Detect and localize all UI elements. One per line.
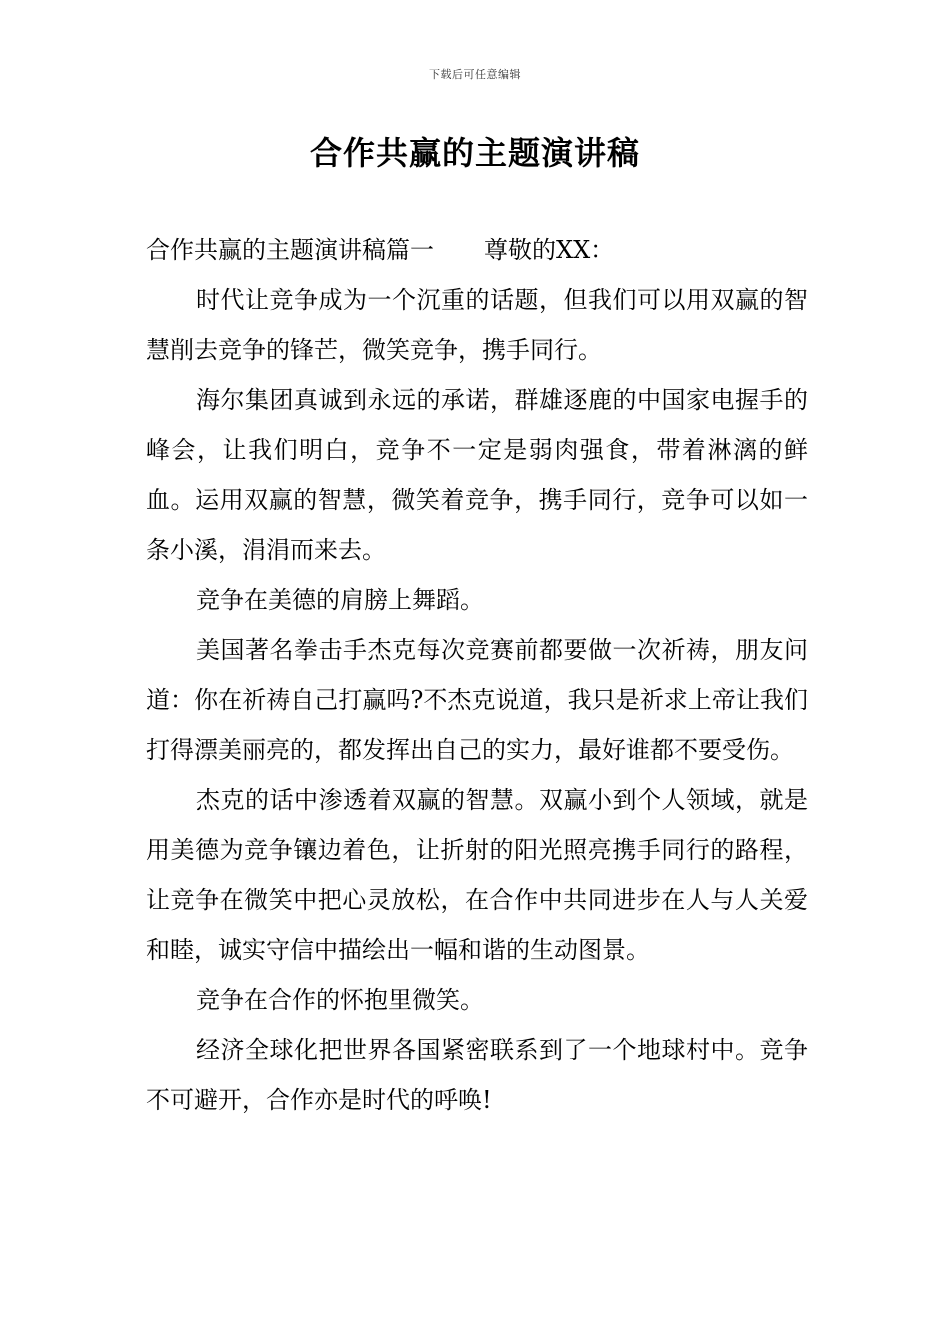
paragraph: 经济全球化把世界各国紧密联系到了一个地球村中。竞争不可避开，合作亦是时代的呼唤! [146,1036,808,1114]
paragraph: 时代让竞争成为一个沉重的话题，但我们可以用双赢的智慧削去竞争的锋芒，微笑竞争，携手同行。 [146,286,808,364]
article-label: 合作共赢的主题演讲稿篇一 [146,236,434,264]
header-note: 下载后可任意编辑 [429,68,521,81]
paragraph: 竞争在合作的怀抱里微笑。 [196,986,484,1014]
document-title: 合作共赢的主题演讲稿 [309,134,640,172]
paragraph: 美国著名拳击手杰克每次竞赛前都要做一次祈祷，朋友问道：你在祈祷自己打赢吗?不杰克说道，我只是祈求上帝让我们打得漂美丽亮的，都发挥出自己的实力，最好谁都不要受伤。 [146,636,808,764]
salutation: 尊敬的XX： [484,236,615,264]
paragraph: 杰克的话中渗透着双赢的智慧。双赢小到个人领域，就是用美德为竞争镶边着色，让折射的阳光照亮携手同行的路程，让竞争在微笑中把心灵放松，在合作中共同进步在人与人关爱和睦，诚实守信中描绘出一幅和谐的生动图景。 [146,786,808,964]
document-body [146,225,808,1125]
paragraph: 竞争在美德的肩膀上舞蹈。 [196,586,484,614]
intro-line [146,225,808,275]
paragraph: 海尔集团真诚到永远的承诺，群雄逐鹿的中国家电握手的峰会，让我们明白，竞争不一定是弱肉强食，带着淋漓的鲜血。运用双赢的智慧，微笑着竞争，携手同行，竞争可以如一条小溪，涓涓而来去。 [146,386,808,564]
